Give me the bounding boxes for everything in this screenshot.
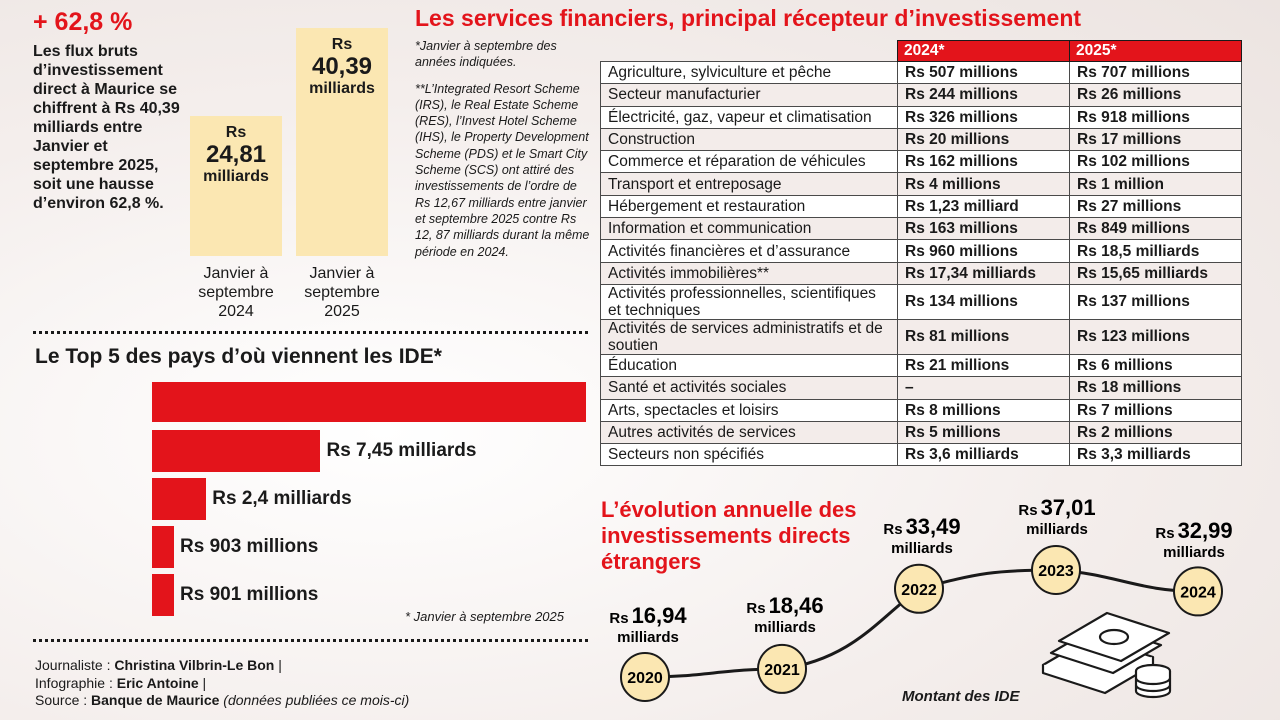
sector-name: Autres activités de services [601,421,898,443]
country-bar [152,574,174,616]
value-2024: Rs 8 millions [898,399,1070,421]
country-bar [152,430,320,472]
value-2025: Rs 26 millions [1070,84,1242,106]
value-2024: Rs 4 millions [898,173,1070,195]
sector-name: Électricité, gaz, vapeur et climatisation [601,106,898,128]
value-2025: Rs 707 millions [1070,62,1242,84]
evolution-title: L’évolution annuelle des investissements directs étrangers [601,497,857,574]
value-2025: Rs 918 millions [1070,106,1242,128]
table-row [601,151,1242,173]
value-2025: Rs 102 millions [1070,151,1242,173]
value-number: 32,99 [1177,518,1233,543]
value-unit: milliards [1026,521,1088,538]
value-unit: milliards [891,540,953,557]
value-2025: Rs 3,3 milliards [1070,444,1242,466]
credits [35,657,409,710]
year-value-label [746,593,823,618]
value-2025: Rs 6 millions [1070,354,1242,376]
value-2024: Rs 21 millions [898,354,1070,376]
value-2024: – [898,377,1070,399]
country-value-label: Rs 901 millions [180,584,319,605]
top5-note: * Janvier à septembre 2025 [405,609,564,624]
value-2024: Rs 5 millions [898,421,1070,443]
sectors-title: Les services financiers, principal récepteur d’investissement [415,5,1082,31]
sectors-body [601,62,1242,466]
table-row [601,354,1242,376]
value-number: 33,49 [905,514,961,539]
sector-name: Hébergement et restauration [601,195,898,217]
year-value-label [609,603,687,628]
value-2024: Rs 507 millions [898,62,1070,84]
journalist-label: Journaliste : [35,657,115,673]
source-label: Source : [35,692,92,708]
infographic-label: Infographie : [35,674,117,691]
source-note: (données publiées ce mois-ci) [219,692,410,708]
period-bar-label [190,124,282,186]
sector-name: Activités financières et d’assurance [601,240,898,262]
sector-name: Arts, spectacles et loisirs [601,399,898,421]
sector-name: Commerce et réparation de véhicules [601,151,898,173]
table-row [601,421,1242,443]
value-2025: Rs 2 millions [1070,421,1242,443]
value-currency: Rs [746,600,766,617]
sector-name: Éducation [601,354,898,376]
sector-name: Secteur manufacturier [601,84,898,106]
top5-title: Le Top 5 des pays d’où viennent les IDE* [35,345,442,368]
sector-name: Construction [601,128,898,150]
year-label: 2020 [627,670,663,687]
year-value-label [883,514,960,539]
table-row [601,444,1242,466]
infographic-sep: | [198,674,207,691]
value-unit: milliards [754,619,816,636]
value-2024: Rs 960 millions [898,240,1070,262]
value-number: 16,94 [631,603,687,628]
country-value-label: Rs 903 millions [180,536,319,557]
evolution-chart [590,490,1280,720]
sectors-header-2024: 2024* [898,41,1070,62]
value-2025: Rs 27 millions [1070,195,1242,217]
period-label-unit: milliards [309,80,375,98]
journalist-sep: | [274,657,282,673]
value-unit: milliards [1163,544,1225,561]
value-currency: Rs [609,610,629,627]
table-row [601,240,1242,262]
period-label-currency: Rs [331,36,353,54]
table-row [601,128,1242,150]
value-2024: Rs 17,34 milliards [898,262,1070,284]
value-2025: Rs 17 millions [1070,128,1242,150]
sectors-table [600,40,1242,466]
note-schemes: **L’Integrated Resort Scheme (IRS), le Real Estate Scheme (RES), l’Invest Hotel Scheme (IHS), le Property Development Scheme (PDS) et le Smart City Scheme (SCS) ont attiré des investissements de l’ordre de Rs 12,67 milliards entre janvier et septembre 2025 contre Rs 12, 87 milliards durant la même période en 2024. [415,81,590,259]
sector-name: Activités immobilières** [601,262,898,284]
period-bar-label [296,36,388,98]
value-2025: Rs 7 millions [1070,399,1242,421]
infographic-name: Eric Antoine [116,674,199,691]
period-category-label: Janvier à septembre 2024 [198,265,274,320]
year-label: 2024 [1180,584,1216,602]
year-value-label [1155,518,1232,543]
source-name: Banque de Maurice [91,692,220,708]
table-row [601,84,1242,106]
sectors-header-row [601,41,1242,62]
table-row [601,399,1242,421]
value-number: 18,46 [768,593,824,618]
separator-top [33,331,588,334]
year-label: 2022 [901,581,937,599]
sector-name: Agriculture, sylviculture et pêche [601,62,898,84]
separator-bottom [33,639,588,642]
value-number: 37,01 [1040,495,1096,520]
country-bar [152,478,206,520]
value-2025: Rs 137 millions [1070,284,1242,319]
table-row [601,173,1242,195]
value-2024: Rs 163 millions [898,218,1070,240]
value-2024: Rs 162 millions [898,151,1070,173]
growth-description: Les flux bruts d’investissement direct à Maurice se chiffrent à Rs 40,39 milliards entre Janvier et septembre 2025, soit une hausse d’environ 62,8 %. [33,43,180,212]
value-2024: Rs 1,23 milliard [898,195,1070,217]
table-row [601,284,1242,319]
value-currency: Rs [1018,502,1038,519]
credit-journalist [35,657,409,675]
credit-source [35,692,409,710]
value-2024: Rs 326 millions [898,106,1070,128]
year-label: 2023 [1038,563,1074,580]
sectors-header-empty [601,41,898,62]
note-period: *Janvier à septembre des années indiquées. [415,39,557,70]
sector-name: Activités professionnelles, scientifiques et techniques [601,284,898,319]
table-row [601,62,1242,84]
value-2025: Rs 18 millions [1070,377,1242,399]
table-row [601,218,1242,240]
period-label-number: 40,39 [311,53,373,81]
growth-percent: + 62,8 % [33,8,133,36]
year-value-label [1018,495,1095,520]
sector-name: Transport et entreposage [601,173,898,195]
value-2024: Rs 134 millions [898,284,1070,319]
sector-name: Activités de services administratifs et de soutien [601,319,898,354]
period-notes [415,38,595,270]
period-label-unit: milliards [203,168,269,186]
sector-name: Santé et activités sociales [601,377,898,399]
value-unit: milliards [617,629,679,646]
table-row [601,195,1242,217]
value-2024: Rs 20 millions [898,128,1070,150]
table-row [601,106,1242,128]
value-2025: Rs 123 millions [1070,319,1242,354]
value-2025: Rs 15,65 milliards [1070,262,1242,284]
sector-name: Information et communication [601,218,898,240]
year-label: 2021 [764,661,800,679]
sectors-header-2025: 2025* [1070,41,1242,62]
country-bar [152,526,174,568]
sector-name: Secteurs non spécifiés [601,444,898,466]
country-value-label: Rs 7,45 milliards [326,440,477,461]
value-2024: Rs 244 millions [898,84,1070,106]
value-2024: Rs 3,6 milliards [898,444,1070,466]
country-value-label: Rs 2,4 milliards [212,488,352,509]
table-row [601,262,1242,284]
value-currency: Rs [883,521,903,538]
period-label-currency: Rs [225,124,247,142]
value-2025: Rs 1 million [1070,173,1242,195]
evolution-caption: Montant des IDE [902,688,1020,705]
credit-infographic [35,675,409,693]
table-row [601,319,1242,354]
period-label-number: 24,81 [205,141,267,169]
country-bar [152,382,586,422]
value-2025: Rs 18,5 milliards [1070,240,1242,262]
journalist-name: Christina Vilbrin-Le Bon [114,657,275,673]
value-2024: Rs 81 millions [898,319,1070,354]
table-row [601,377,1242,399]
value-currency: Rs [1155,525,1175,542]
period-category-label: Janvier à septembre 2025 [304,265,380,320]
value-2025: Rs 849 millions [1070,218,1242,240]
